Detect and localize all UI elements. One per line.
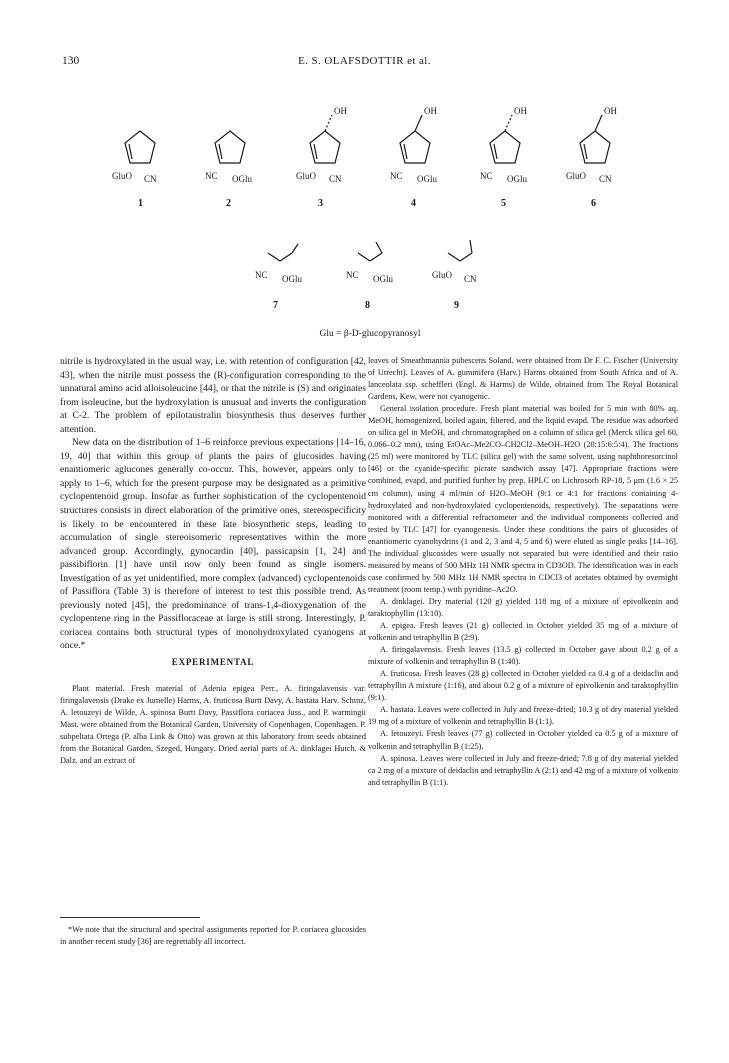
experimental-heading: EXPERIMENTAL — [171, 657, 255, 667]
structure-2-left-sub: NC — [205, 171, 218, 181]
hastata-paragraph: A. hastata. Leaves were collected in July and freeze-dried; 10.3 g of dry material yielded 19 mg of a mixture of volkenin and tetraphyllin B (1:1). — [368, 705, 678, 727]
structure-3-oh: OH — [334, 106, 347, 116]
dinklagei-paragraph: A. dinklagei. Dry material (120 g) yielded 118 mg of a mixture of epivolkenin and taraktophyllin (13:10). — [368, 596, 678, 618]
structure-9-left-sub: GluO — [432, 270, 452, 280]
footnote-divider — [60, 917, 200, 918]
isolation-procedure-paragraph: General isolation procedure. Fresh plant material was boiled for 5 min with 80% aq. MeOH, homogenized, boiled again, filtered, and the liquid evapd. The residue was adsorbed on silica gel in MeOH, and chromatographed on a column of silica gel (Merck silica gel 60, 0.066–0.2 mm), using EtOAc–Me2CO–CH2Cl2–MeOH–H2O (20:15:6:5:4). The fractions (25 ml) were monitored by TLC (silica gel) with the same solvent, using naphthoresorcinol [46] or the cyanide-specific picrate sandwich assay [47]. Appropriate fractions were combined, evapd, and purified further by prep. HPLC on Lichrosorb RP-18, 5 μm (1.6 × 25 cm column), using 4 ml/min of H2O–MeOH (9:1 or 4:1 for fractions containing 4-hydroxylated and non-hydroxylated cyclopentenoids, respectively). The separations were monitored with a differential refractometer and the individual components collected and tested by TLC [47] for cyanogenesis. Under these conditions the pairs of glucosides of enantiomeric cyanohydrins (1 and 2, 3 and 4, 5 and 6) were eluted as single peaks [14–16]. The individual glucosides were usually not separated but were identified and their ratio measured by means of 500 MHz 1H NMR spectra in CD3OD. The identification was in each case confirmed by 500 MHz 1H NMR spectra in CDCl3 of acetates obtained by overnight treatment (room temp.) with pyridine–Ac2O. — [368, 404, 678, 594]
structure-6-left-sub: GluO — [566, 171, 586, 181]
left-column — [60, 355, 366, 653]
page-number: 130 — [62, 55, 80, 67]
left-paragraph-2: New data on the distribution of 1–6 reinforce previous expectations [14–16, 19, 40] that within this group of plants the pairs of glucosides having enantiomeric aglucones generally co-occur. This, however, appears only to apply to 1–6, which for the present purpose may be designated as a primitive cyclopentenoid group. Insofar as further sophistication of the cyclopentenoid structures consists in direct elaboration of the primitive ones, stereospecificity is likely to be encountered in these late biosynthetic steps, leading to accumulation of single stereoisomeric representatives within the more advanced group. Accordingly, gynocardin [40], passicapsin [1, 24] and passibiflorin [1] have until now only been found as single isomers. Investigation of as yet unidentified, more complex (advanced) cyclopentenoids of Passiflora (Table 3) is therefore of interest to test this possible trend. As previously noted [45], the predominance of trans-1,4-dioxygenation of the cyclopentene ring in the Passifloraceae at large is still strong. Interestingly, P. coriacea contains both structural types of monohydroxylated cyanogens at once.* — [60, 437, 366, 652]
structure-3-left-sub: GluO — [296, 171, 316, 181]
spinosa-paragraph: A. spinosa. Leaves were collected in July and freeze-dried; 7.8 g of dry material yielded ca 2 mg of a mixture of deidaclin and tetraphyllin A (2:1) and 42 mg of a mixture of volkenin and tetraphyllin B (1:1). — [368, 753, 678, 787]
structure-7-right-sub: OGlu — [282, 274, 302, 284]
structure-5-right-sub: OGlu — [507, 174, 527, 184]
structure-8-right-sub: OGlu — [373, 274, 393, 284]
footnote-text: *We note that the structural and spectral assignments reported for P. coriacea glucosides in another recent study [36] are regrettably all incorrect. — [60, 925, 366, 946]
right-column — [368, 355, 678, 789]
chemical-structures-figure — [60, 96, 680, 346]
structure-2-number: 2 — [226, 198, 231, 209]
structure-4-left-sub: NC — [390, 171, 403, 181]
structure-9-number: 9 — [454, 300, 459, 311]
footnote — [60, 924, 366, 948]
structure-1-number: 1 — [138, 198, 143, 209]
structure-6-right-sub: CN — [599, 174, 612, 184]
experimental-section — [60, 683, 366, 767]
structure-8-left-sub: NC — [346, 270, 359, 280]
structure-6-number: 6 — [591, 198, 596, 209]
structure-9-right-sub: CN — [464, 274, 477, 284]
structure-1-left-sub: GluO — [112, 171, 132, 181]
structure-5-number: 5 — [501, 198, 506, 209]
structure-5-left-sub: NC — [480, 171, 493, 181]
structure-3-right-sub: CN — [329, 174, 342, 184]
fruticosa-paragraph: A. fruticosa. Fresh leaves (28 g) collected in October yielded ca 0.4 g of a deidaclin and tetraphyllin A mixture (1:16), and about 0.2 g of a mixture of epivolkenin and taraktophyllin (9:1). — [368, 669, 678, 703]
running-head: E. S. OLAFSDOTTIR et al. — [298, 55, 431, 67]
letouzeyi-paragraph: A. letouzeyi. Fresh leaves (77 g) collected in October yielded ca 0.5 g of a mixture of volkenin and tetraphyllin B (1:25). — [368, 729, 678, 751]
structure-5-oh: OH — [514, 106, 527, 116]
structure-6-oh: OH — [604, 106, 617, 116]
figure-caption: Glu = β-D-glucopyranosyl — [319, 329, 421, 339]
epigea-paragraph: A. epigea. Fresh leaves (21 g) collected in October yielded 35 mg of a mixture of volkenin and tetraphyllin B (2:9). — [368, 621, 678, 643]
structure-3-number: 3 — [318, 198, 323, 209]
structure-7-number: 7 — [273, 300, 278, 311]
structure-7-left-sub: NC — [255, 270, 268, 280]
structure-4-number: 4 — [411, 198, 416, 209]
left-paragraph-1: nitrile is hydroxylated in the usual way, i.e. with retention of configuration [42, 43], when the nitrile must possess the (R)-configuration corresponding to the unnatural amino acid alloisoleucine [44], or that the nitrile is (S) and originates from isoleucine, but the hydroxylation is unusual and inverts the configuration at C-2. The problem of epilotaustralin biosynthesis thus deserves further attention. — [60, 356, 366, 435]
structure-2-right-sub: OGlu — [232, 174, 252, 184]
structure-4-oh: OH — [424, 106, 437, 116]
structure-4-right-sub: OGlu — [417, 174, 437, 184]
structure-8-number: 8 — [365, 300, 370, 311]
right-paragraph-1: leaves of Smeathmannia pubescens Soland. were obtained from Dr F. C. Fischer (University of Utrecht). Leaves of A. gummifera (Harv.) Harms obtained from South Africa and of A. lanceolata ssp. scheffleri (Engl. & Harms) de Wilde, obtained from The Royal Botanical Gardens, Kew, were not cyanogenic. — [368, 356, 678, 402]
plant-material-paragraph: Plant material. Fresh material of Adenia epigea Perr., A. firingalavensis var. firingalavensis (Drake ex Jumelle) Harms, A. fruticosa Burtt Davy, A. hastata Harv. Schinz, A. letouzeyi de Wilde, A. spinosa Burtt Davy, Passiflora coriacea Juss., and P. warmingii Mast. were obtained from the Botanical Garden, University of Copenhagen, Copenhagen. P. subpeltata Ortega (P. alba Link & Otto) was grown at this laboratory from seeds obtained from the Botanical Garden, Szeged, Hungary. Dried aerial parts of A. dinklagei Hutch. & Dalz. and an extract of — [60, 684, 366, 766]
firingalavensis-paragraph: A. firingalavensis. Fresh leaves (13.5 g) collected in October gave about 0.2 g of a mixture of volkenin and tetraphyllin B (1:40). — [368, 645, 678, 667]
structure-1-right-sub: CN — [144, 174, 157, 184]
